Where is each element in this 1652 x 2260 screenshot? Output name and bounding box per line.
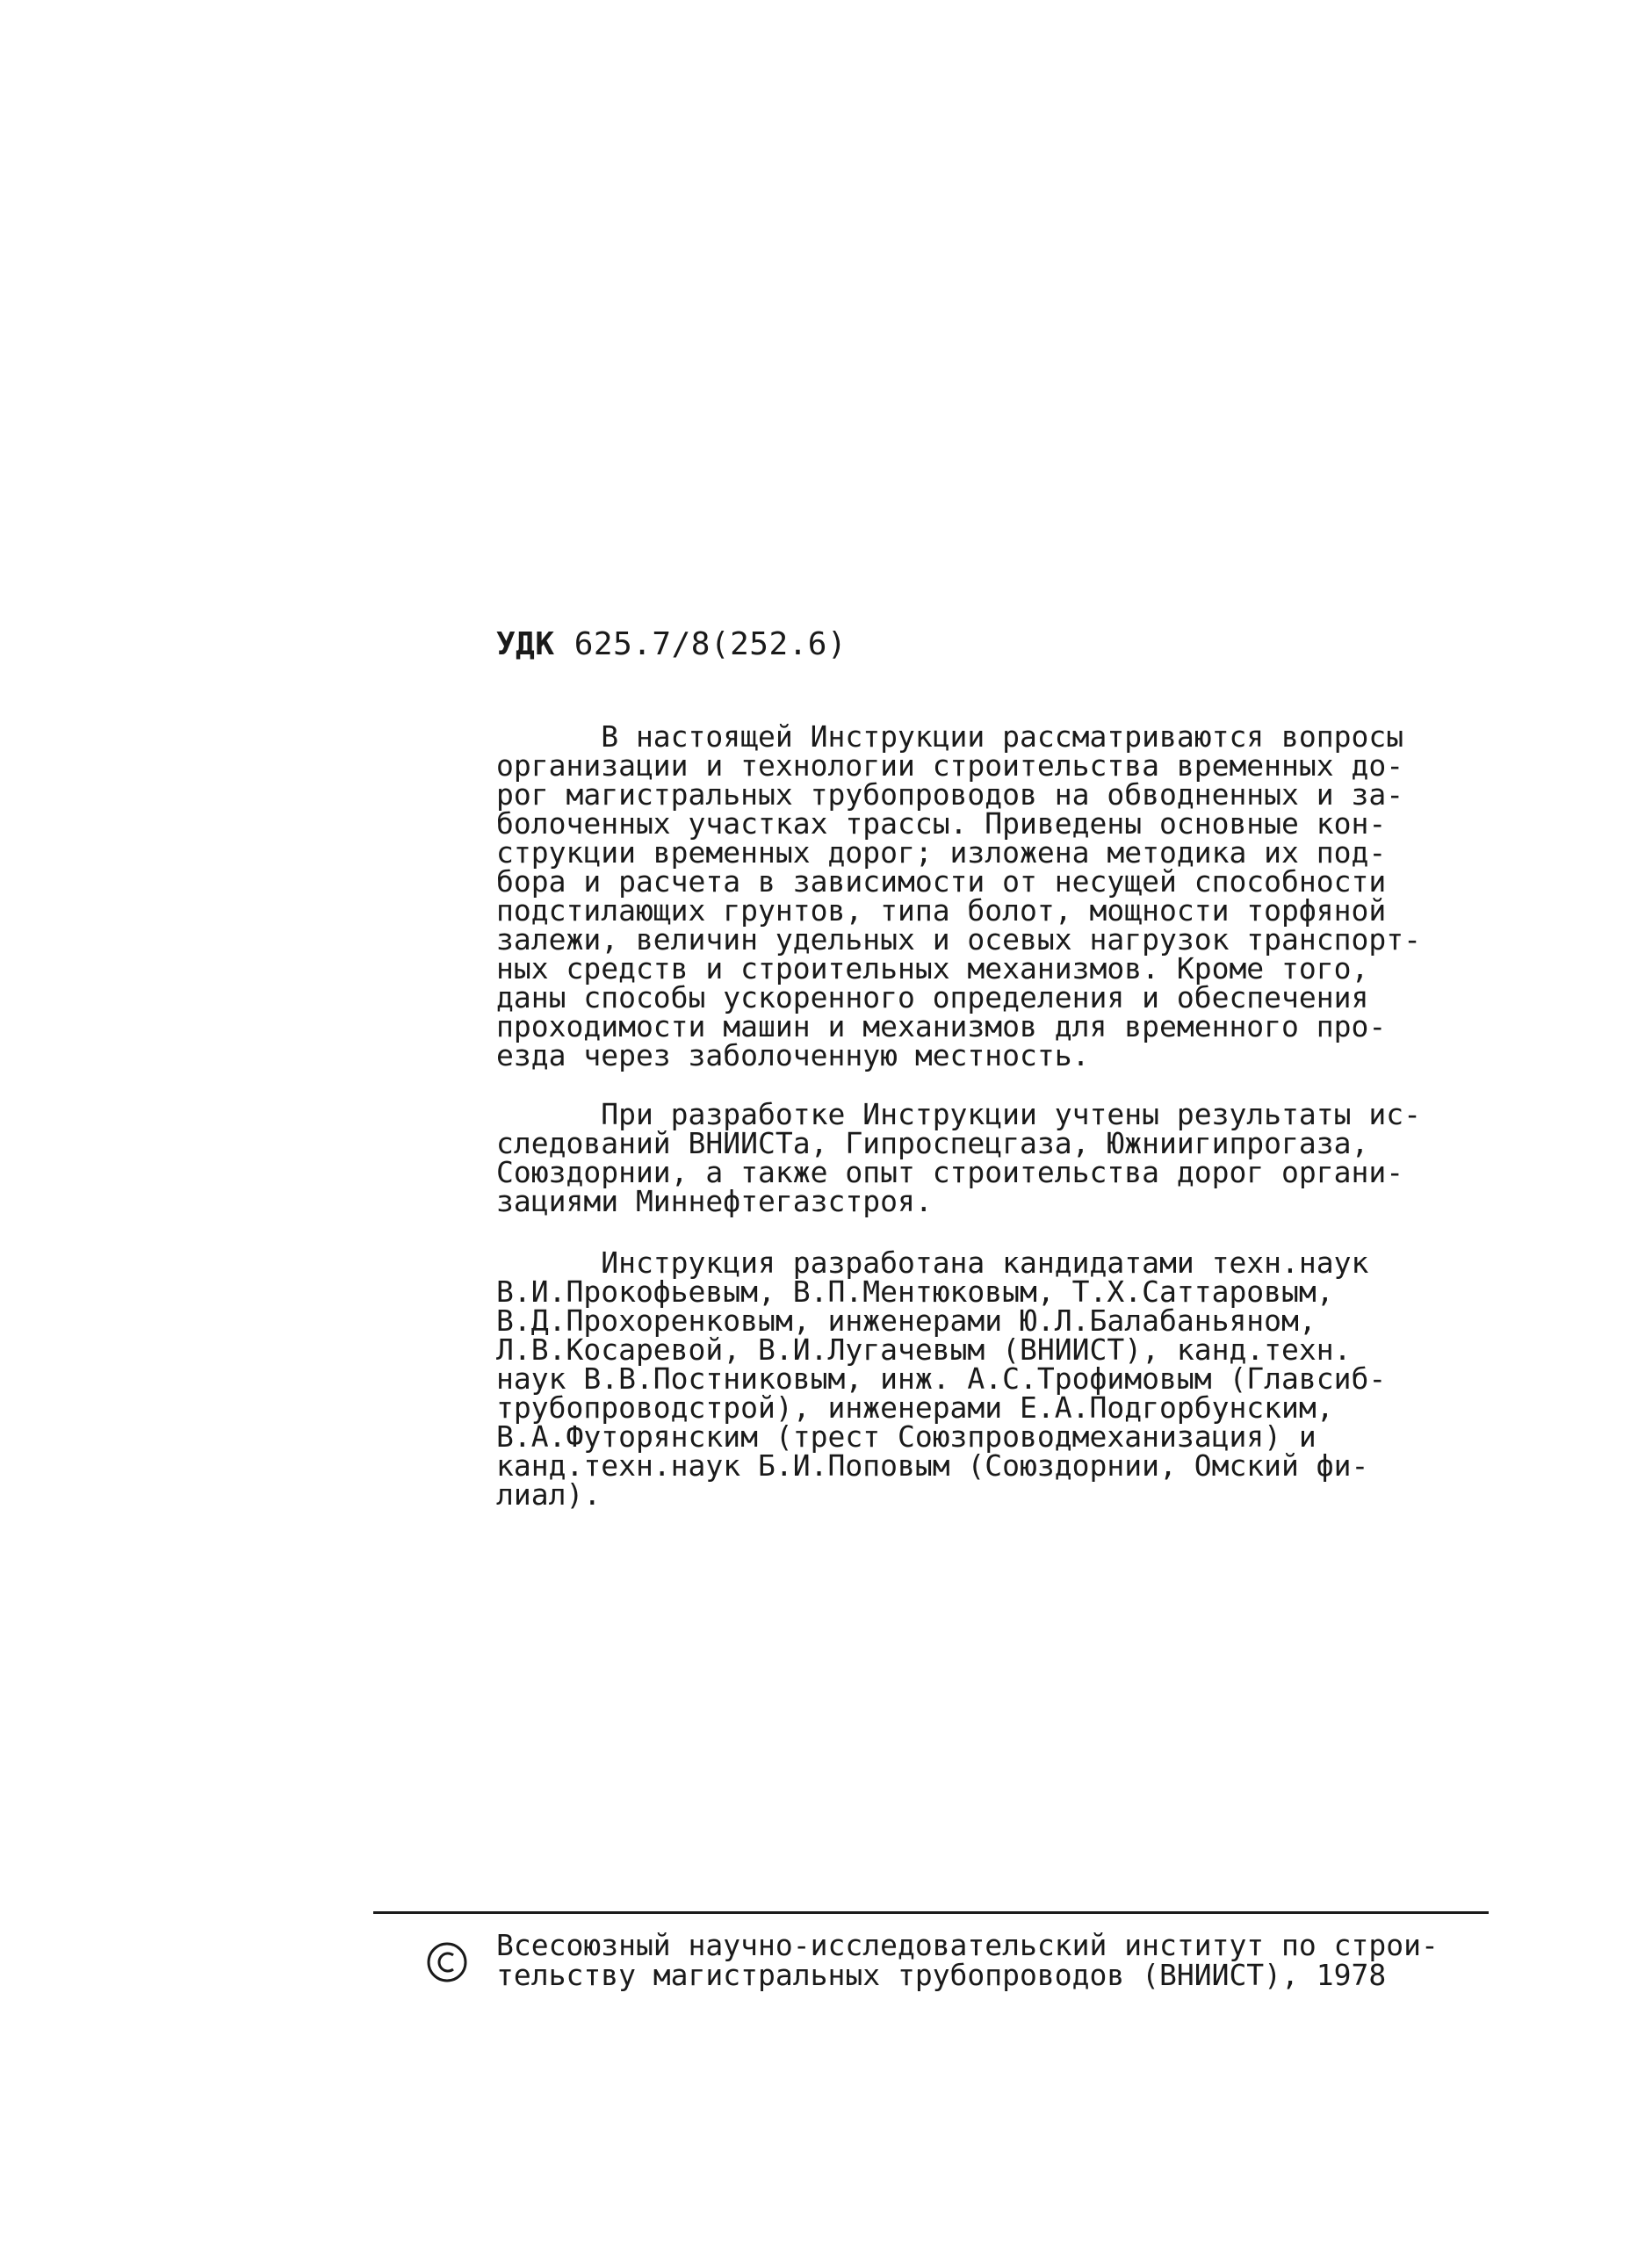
udk-classification [496,625,847,664]
text-line: следований ВНИИСТа, Гипроспецгаза, Южниигипрогаза, [496,1126,1369,1160]
footer-divider [373,1911,1489,1914]
text-line: В.Д.Прохоренковым, инженерами Ю.Л.Балабаньяном, [496,1303,1317,1338]
text-line: езда через заболоченную местность. [496,1038,1090,1072]
paragraph-authors [496,1246,1480,1512]
text-line: В.И.Прокофьевым, В.П.Ментюковым, Т.Х.Саттаровым, [496,1274,1334,1309]
text-line: струкции временных дорог; изложена методика их под- [496,835,1387,870]
text-line: При разработке Инструкции учтены результаты ис- [496,1097,1421,1131]
copyright-icon [425,1940,469,1984]
text-line: ных средств и строительных механизмов. Кроме того, [496,951,1369,986]
text-line: Союздорнии, а также опыт строительства дорог органи- [496,1155,1404,1189]
udk-code: 625.7/8(252.6) [574,626,848,662]
text-line: болоченных участках трассы. Приведены основные кон- [496,806,1387,841]
text-line: проходимости машин и механизмов для временного про- [496,1009,1387,1043]
text-line: Л.В.Косаревой, В.И.Лугачевым (ВНИИСТ), канд.техн. [496,1332,1352,1367]
text-line: трубопроводстрой), инженерами Е.А.Подгорбунским, [496,1390,1334,1425]
text-line: канд.техн.наук Б.И.Поповым (Союздорнии, Омский фи- [496,1448,1369,1483]
text-line: рог магистральных трубопроводов на обводненных и за- [496,777,1404,812]
text-line: подстилающих грунтов, типа болот, мощности торфяной [496,893,1387,928]
text-line: наук В.В.Постниковым, инж. А.С.Трофимовым (Главсиб- [496,1361,1387,1396]
udk-label: УДК [496,626,555,662]
copyright-line: тельству магистральных трубопроводов (ВНИИСТ), 1978 [496,1958,1387,1992]
text-line: залежи, величин удельных и осевых нагрузок транспорт- [496,922,1421,957]
text-line: Инструкция разработана кандидатами техн.наук [496,1246,1369,1280]
text-line: В.А.Футорянским (трест Союзпроводмеханизация) и [496,1419,1317,1454]
text-line: даны способы ускоренного определения и обеспечения [496,980,1369,1014]
text-line: лиал). [496,1477,602,1512]
text-line: бора и расчета в зависимости от несущей способности [496,864,1387,899]
copyright-notice [496,1928,1439,1992]
paragraph-sources [496,1097,1480,1218]
text-line: В настоящей Инструкции рассматриваются вопросы [496,719,1404,754]
paragraph-scope [496,719,1480,1072]
text-line: организации и технологии строительства временных до- [496,748,1404,783]
text-line: зациями Миннефтегазстроя. [496,1184,933,1218]
copyright-line: Всесоюзный научно-исследовательский институт по строи- [496,1928,1439,1962]
